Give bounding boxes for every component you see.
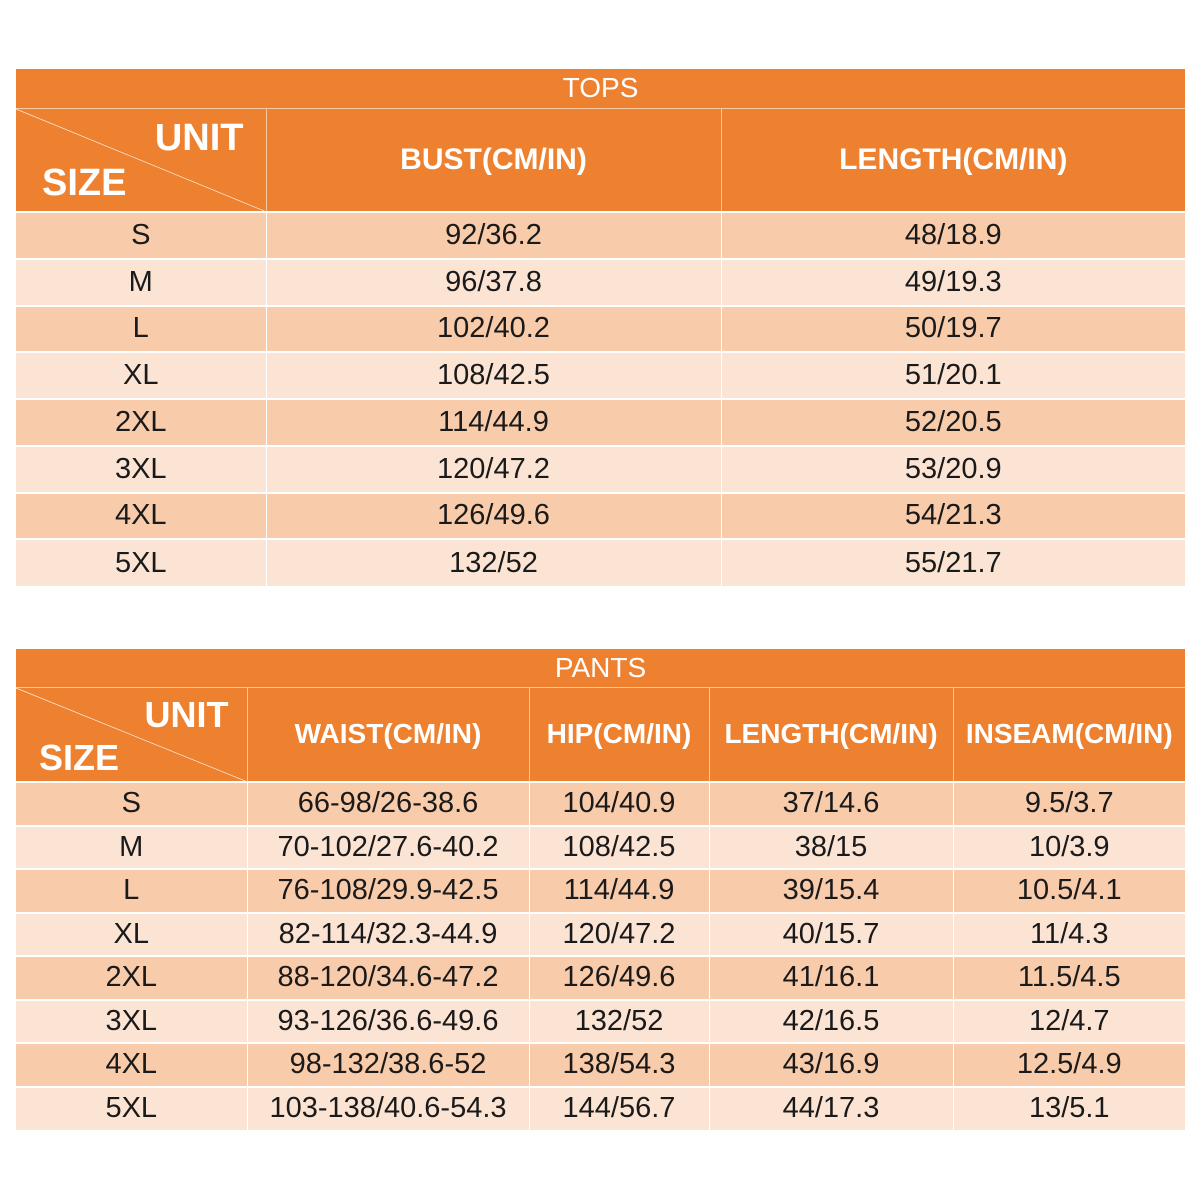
- pants-col-length: LENGTH(CM/IN): [709, 687, 953, 782]
- tops-corner-unit: UNIT: [154, 116, 244, 159]
- size-cell: 3XL: [16, 1000, 247, 1044]
- measurement-cell: 10/3.9: [953, 826, 1185, 870]
- measurement-cell: 114/44.9: [266, 399, 721, 446]
- measurement-cell: 92/36.2: [266, 212, 721, 259]
- table-row: [16, 826, 1185, 870]
- measurement-cell: 41/16.1: [709, 956, 953, 1000]
- measurement-cell: 12.5/4.9: [953, 1043, 1185, 1087]
- measurement-cell: 108/42.5: [266, 352, 721, 399]
- measurement-cell: 39/15.4: [709, 869, 953, 913]
- pants-size-table: [16, 649, 1185, 1130]
- measurement-cell: 12/4.7: [953, 1000, 1185, 1044]
- pants-col-waist: WAIST(CM/IN): [247, 687, 529, 782]
- tops-title: TOPS: [16, 69, 1185, 108]
- size-cell: 4XL: [16, 1043, 247, 1087]
- measurement-cell: 52/20.5: [721, 399, 1185, 446]
- measurement-cell: 120/47.2: [529, 913, 709, 957]
- measurement-cell: 138/54.3: [529, 1043, 709, 1087]
- measurement-cell: 66-98/26-38.6: [247, 782, 529, 826]
- table-row: [16, 913, 1185, 957]
- measurement-cell: 108/42.5: [529, 826, 709, 870]
- pants-title-row: [16, 649, 1185, 687]
- measurement-cell: 37/14.6: [709, 782, 953, 826]
- measurement-cell: 38/15: [709, 826, 953, 870]
- table-row: [16, 869, 1185, 913]
- tops-col-bust: BUST(CM/IN): [266, 108, 721, 212]
- pants-body: [16, 782, 1185, 1130]
- tops-col-length: LENGTH(CM/IN): [721, 108, 1185, 212]
- table-row: [16, 1043, 1185, 1087]
- measurement-cell: 51/20.1: [721, 352, 1185, 399]
- measurement-cell: 76-108/29.9-42.5: [247, 869, 529, 913]
- measurement-cell: 144/56.7: [529, 1087, 709, 1131]
- size-cell: L: [16, 869, 247, 913]
- size-cell: S: [16, 212, 266, 259]
- tops-body: [16, 212, 1185, 586]
- measurement-cell: 13/5.1: [953, 1087, 1185, 1131]
- table-row: [16, 956, 1185, 1000]
- pants-header-row: [16, 687, 1185, 782]
- measurement-cell: 126/49.6: [266, 493, 721, 540]
- measurement-cell: 132/52: [529, 1000, 709, 1044]
- measurement-cell: 93-126/36.6-49.6: [247, 1000, 529, 1044]
- size-cell: M: [16, 259, 266, 306]
- pants-col-inseam: INSEAM(CM/IN): [953, 687, 1185, 782]
- measurement-cell: 10.5/4.1: [953, 869, 1185, 913]
- table-row: [16, 1087, 1185, 1131]
- pants-col-hip: HIP(CM/IN): [529, 687, 709, 782]
- table-row: [16, 493, 1185, 540]
- table-row: [16, 306, 1185, 353]
- measurement-cell: 103-138/40.6-54.3: [247, 1087, 529, 1131]
- table-row: [16, 352, 1185, 399]
- table-row: [16, 782, 1185, 826]
- measurement-cell: 70-102/27.6-40.2: [247, 826, 529, 870]
- measurement-cell: 82-114/32.3-44.9: [247, 913, 529, 957]
- size-cell: 5XL: [16, 539, 266, 586]
- measurement-cell: 49/19.3: [721, 259, 1185, 306]
- size-cell: 4XL: [16, 493, 266, 540]
- pants-corner-cell: [16, 687, 247, 782]
- tops-corner-cell: [16, 108, 266, 212]
- measurement-cell: 120/47.2: [266, 446, 721, 493]
- tops-size-table: [16, 69, 1185, 586]
- measurement-cell: 54/21.3: [721, 493, 1185, 540]
- measurement-cell: 43/16.9: [709, 1043, 953, 1087]
- tops-corner-size: SIZE: [42, 162, 127, 204]
- size-cell: 3XL: [16, 446, 266, 493]
- tops-title-row: [16, 69, 1185, 108]
- size-cell: S: [16, 782, 247, 826]
- measurement-cell: 44/17.3: [709, 1087, 953, 1131]
- measurement-cell: 11/4.3: [953, 913, 1185, 957]
- table-row: [16, 399, 1185, 446]
- measurement-cell: 55/21.7: [721, 539, 1185, 586]
- table-row: [16, 539, 1185, 586]
- size-cell: 2XL: [16, 956, 247, 1000]
- size-cell: L: [16, 306, 266, 353]
- measurement-cell: 53/20.9: [721, 446, 1185, 493]
- measurement-cell: 9.5/3.7: [953, 782, 1185, 826]
- measurement-cell: 102/40.2: [266, 306, 721, 353]
- size-cell: M: [16, 826, 247, 870]
- table-row: [16, 446, 1185, 493]
- size-cell: 2XL: [16, 399, 266, 446]
- table-row: [16, 212, 1185, 259]
- measurement-cell: 126/49.6: [529, 956, 709, 1000]
- measurement-cell: 98-132/38.6-52: [247, 1043, 529, 1087]
- measurement-cell: 132/52: [266, 539, 721, 586]
- measurement-cell: 40/15.7: [709, 913, 953, 957]
- pants-corner-unit: UNIT: [144, 693, 229, 735]
- pants-title: PANTS: [16, 649, 1185, 687]
- size-cell: XL: [16, 352, 266, 399]
- measurement-cell: 104/40.9: [529, 782, 709, 826]
- measurement-cell: 11.5/4.5: [953, 956, 1185, 1000]
- measurement-cell: 96/37.8: [266, 259, 721, 306]
- measurement-cell: 42/16.5: [709, 1000, 953, 1044]
- measurement-cell: 50/19.7: [721, 306, 1185, 353]
- measurement-cell: 48/18.9: [721, 212, 1185, 259]
- measurement-cell: 114/44.9: [529, 869, 709, 913]
- pants-corner-size: SIZE: [39, 737, 120, 778]
- size-cell: XL: [16, 913, 247, 957]
- tops-header-row: [16, 108, 1185, 212]
- table-row: [16, 1000, 1185, 1044]
- size-cell: 5XL: [16, 1087, 247, 1131]
- table-row: [16, 259, 1185, 306]
- measurement-cell: 88-120/34.6-47.2: [247, 956, 529, 1000]
